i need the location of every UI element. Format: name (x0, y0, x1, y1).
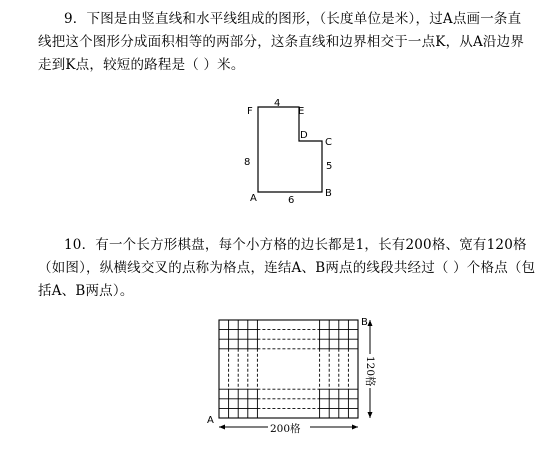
question-10-line-3: 括A、B两点）。 (38, 283, 134, 299)
width-label: 200格 (270, 423, 301, 435)
vertex-label-f: F (247, 106, 253, 117)
dim-label-left: 8 (244, 157, 251, 168)
question-9-line-3: 走到K点，较短的路程是（ ）米。 (38, 57, 245, 73)
height-arrow-bottom (368, 412, 373, 418)
question-10-line-2: （如图），纵横线交叉的点称为格点，连结A、B两点的线段共经过（ ）个格点（包 (38, 260, 536, 276)
vertex-label-a: A (250, 193, 257, 204)
vertex-label-e: E (298, 106, 305, 117)
dim-label-right: 5 (326, 161, 333, 172)
board-frame (219, 320, 358, 418)
vertex-label-c: C (325, 137, 332, 148)
point-label-a: A (207, 415, 214, 426)
point-label-b: B (361, 317, 368, 328)
width-arrow-right (352, 425, 358, 430)
question-9-line-1: 9．下图是由竖直线和水平线组成的图形，（长度单位是米），过A点画一条直 (64, 11, 522, 27)
vertex-label-b: B (325, 188, 332, 199)
question-10-line-1: 10．有一个长方形棋盘，每个小方格的边长都是1，长有200格、宽有120格 (64, 237, 527, 253)
vertex-label-d: D (300, 130, 308, 141)
height-label: 120格 (364, 356, 376, 387)
question-9-line-2: 线把这个图形分成面积相等的两部分，这条直线和边界相交于一点K，从A沿边界 (38, 34, 525, 50)
dim-label-bottom: 6 (288, 195, 295, 206)
dim-label-top: 4 (274, 98, 281, 109)
chessboard (219, 320, 358, 418)
height-arrow-top (368, 320, 373, 326)
width-arrow-left (219, 425, 225, 430)
